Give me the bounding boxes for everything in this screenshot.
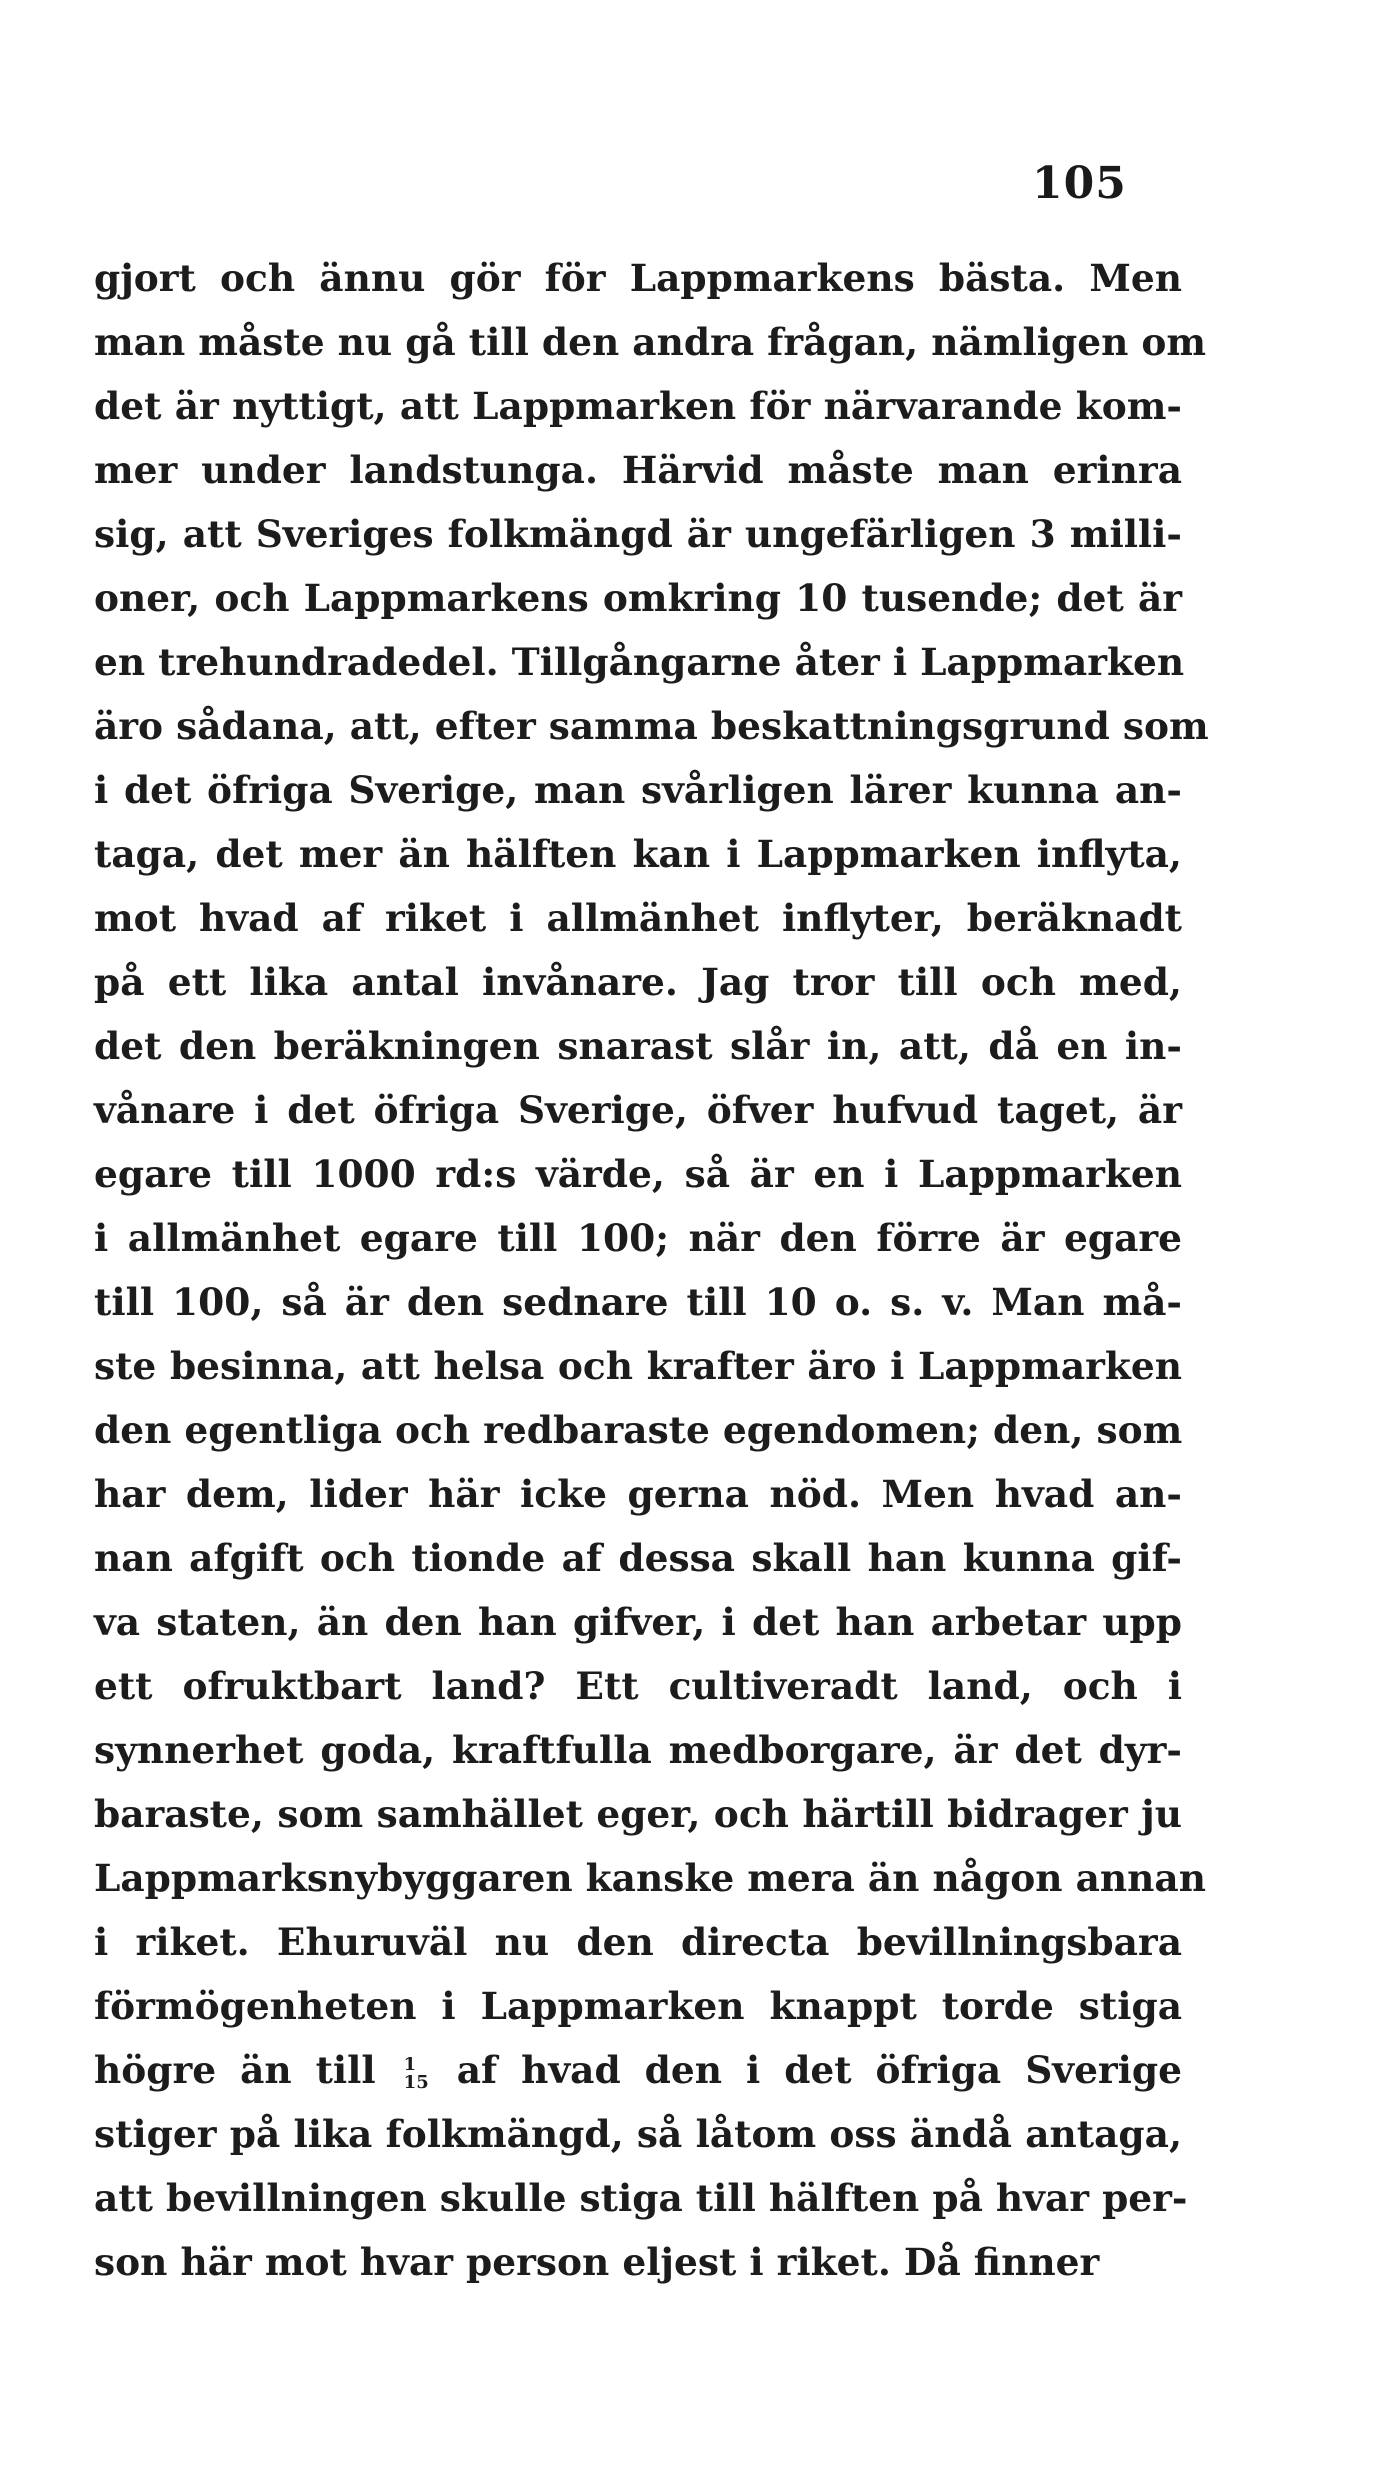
text-line: sig, att Sveriges folkmängd är ungefärligen 3 milli- <box>94 512 1182 556</box>
text-line: synnerhet goda, kraftfulla medborgare, är det dyr- <box>94 1728 1182 1772</box>
text-line: i det öfriga Sverige, man svårligen lärer kunna an- <box>94 768 1182 812</box>
text-line: den egentliga och redbaraste egendomen; den, som <box>94 1408 1183 1452</box>
text-line: egare till 1000 rd:s värde, så är en i Lappmarken <box>94 1152 1182 1196</box>
text-line: gjort och ännu gör för Lappmarkens bästa. Men <box>94 256 1182 300</box>
body-text <box>94 246 1209 2294</box>
text-line: oner, och Lappmarkens omkring 10 tusende; det är <box>94 576 1182 620</box>
text-line: mer under landstunga. Härvid måste man erinra <box>94 448 1182 492</box>
text-line: det den beräkningen snarast slår in, att, då en in- <box>94 1024 1182 1068</box>
text-segment: af hvad den i det öfriga Sverige <box>456 2048 1183 2092</box>
text-line: på ett lika antal invånare. Jag tror till och med, <box>94 960 1182 1004</box>
text-line: stiger på lika folkmängd, så låtom oss ändå antaga, <box>94 2112 1182 2156</box>
text-line: till 100, så är den sednare till 10 o. s. v. Man må- <box>94 1280 1182 1324</box>
text-line: äro sådana, att, efter samma beskattningsgrund som <box>94 704 1209 748</box>
fraction-numerator: 1 <box>403 2053 417 2075</box>
fraction-denominator: 15 <box>403 2071 429 2093</box>
text-line: va staten, än den han gifver, i det han arbetar upp <box>94 1600 1182 1644</box>
text-line: son här mot hvar person eljest i riket. Då finner <box>94 2240 1100 2284</box>
text-line: det är nyttigt, att Lappmarken för närvarande kom- <box>94 384 1182 428</box>
text-line: i riket. Ehuruväl nu den directa bevillningsbara <box>94 1920 1182 1964</box>
text-line: mot hvad af riket i allmänhet inflyter, beräknadt <box>94 896 1182 940</box>
text-line: ste besinna, att helsa och krafter äro i Lappmarken <box>94 1344 1182 1388</box>
text-line-with-fraction <box>94 2038 1182 2102</box>
page-number: 105 <box>1032 158 1127 209</box>
text-line: taga, det mer än hälften kan i Lappmarken inflyta, <box>94 832 1182 876</box>
text-line: förmögenheten i Lappmarken knappt torde stiga <box>94 1984 1182 2028</box>
text-line: har dem, lider här icke gerna nöd. Men hvad an- <box>94 1472 1182 1516</box>
text-line: Lappmarksnybyggaren kanske mera än någon annan <box>94 1856 1206 1900</box>
text-line: vånare i det öfriga Sverige, öfver hufvud taget, är <box>94 1088 1182 1132</box>
text-line: nan afgift och tionde af dessa skall han kunna gif- <box>94 1536 1182 1580</box>
text-line: att bevillningen skulle stiga till hälften på hvar per- <box>94 2176 1188 2220</box>
text-line: baraste, som samhället eger, och härtill bidrager ju <box>94 1792 1182 1836</box>
fraction <box>403 2053 429 2093</box>
text-line: man måste nu gå till den andra frågan, nämligen om <box>94 320 1207 364</box>
text-line: i allmänhet egare till 100; när den förre är egare <box>94 1216 1182 1260</box>
text-line: en trehundradedel. Tillgångarne åter i Lappmarken <box>94 640 1185 684</box>
text-line: ett ofruktbart land? Ett cultiveradt land, och i <box>94 1664 1182 1708</box>
text-segment: högre än till <box>94 2048 376 2092</box>
